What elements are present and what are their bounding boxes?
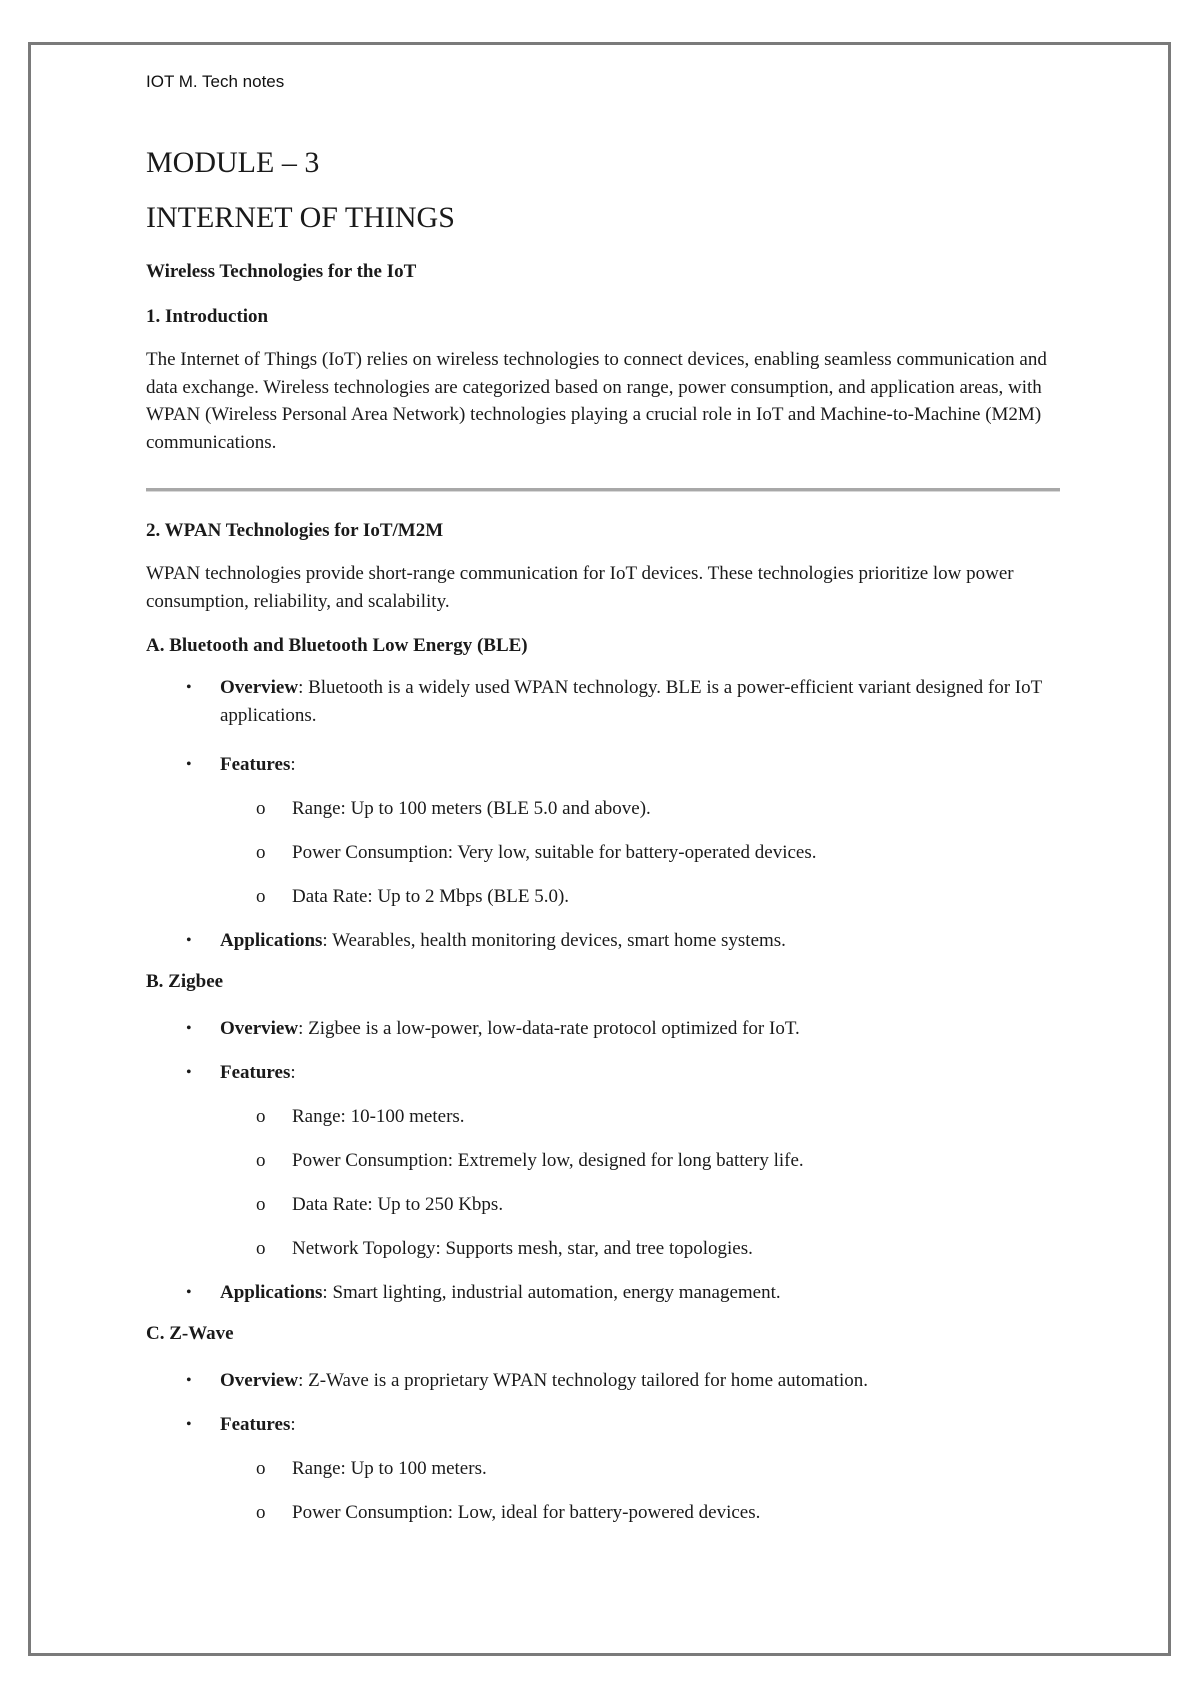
overview-text: : Bluetooth is a widely used WPAN technology. BLE is a power-efficient variant designed for IoT applications. <box>220 677 1042 726</box>
bullet-icon: • <box>186 679 192 696</box>
colon: : <box>290 1414 296 1435</box>
circle-bullet-icon: o <box>256 1502 266 1523</box>
bullet-icon: • <box>186 1064 192 1081</box>
page-header: IOT M. Tech notes <box>146 72 285 91</box>
bullet-icon: • <box>186 1284 192 1301</box>
feature-text: Power Consumption: Very low, suitable for battery-operated devices. <box>292 842 817 863</box>
horizontal-rule <box>146 488 1060 492</box>
feature-text: Power Consumption: Low, ideal for battery-powered devices. <box>292 1502 761 1523</box>
zwave-heading: C. Z-Wave <box>146 1323 234 1344</box>
wpan-heading: 2. WPAN Technologies for IoT/M2M <box>146 520 444 541</box>
applications-text: : Smart lighting, industrial automation, energy management. <box>322 1282 781 1303</box>
feature-text: Range: Up to 100 meters (BLE 5.0 and above). <box>292 798 651 819</box>
circle-bullet-icon: o <box>256 842 266 863</box>
main-title: INTERNET OF THINGS <box>146 201 455 234</box>
feature-text: Range: 10-100 meters. <box>292 1106 465 1127</box>
zigbee-heading: B. Zigbee <box>146 971 224 992</box>
applications-text: : Wearables, health monitoring devices, smart home systems. <box>322 930 786 951</box>
circle-bullet-icon: o <box>256 1458 266 1479</box>
colon: : <box>290 1062 296 1083</box>
feature-text: Power Consumption: Extremely low, designed for long battery life. <box>292 1150 804 1171</box>
wpan-paragraph: WPAN technologies provide short-range communication for IoT devices. These technologies prioritize low power consumption, reliability, and scalability. <box>146 563 1014 612</box>
bullet-icon: • <box>186 1372 192 1389</box>
overview-text: : Z-Wave is a proprietary WPAN technology tailored for home automation. <box>298 1370 868 1391</box>
feature-text: Data Rate: Up to 2 Mbps (BLE 5.0). <box>292 886 570 907</box>
intro-paragraph: The Internet of Things (IoT) relies on wireless technologies to connect devices, enabling seamless communication and data exchange. Wireless technologies are categorized based on range, power consumption, and application areas, with WPAN (Wireless Personal Area Network) technologies playing a crucial role in IoT and Machine-to-Machine (M2M) communications. <box>146 349 1047 453</box>
feature-text: Range: Up to 100 meters. <box>292 1458 487 1479</box>
overview-text: : Zigbee is a low-power, low-data-rate protocol optimized for IoT. <box>298 1018 800 1039</box>
module-title: MODULE – 3 <box>146 146 320 179</box>
applications-label: Applications <box>220 1282 323 1303</box>
feature-text: Network Topology: Supports mesh, star, and tree topologies. <box>292 1238 753 1259</box>
bullet-icon: • <box>186 1416 192 1433</box>
circle-bullet-icon: o <box>256 886 266 907</box>
document-subtitle: Wireless Technologies for the IoT <box>146 261 417 282</box>
colon: : <box>290 754 296 775</box>
bluetooth-heading: A. Bluetooth and Bluetooth Low Energy (BLE) <box>146 635 528 656</box>
circle-bullet-icon: o <box>256 1106 266 1127</box>
features-label: Features <box>220 1414 291 1435</box>
feature-text: Data Rate: Up to 250 Kbps. <box>292 1194 504 1215</box>
features-label: Features <box>220 1062 291 1083</box>
circle-bullet-icon: o <box>256 798 266 819</box>
bullet-icon: • <box>186 932 192 949</box>
intro-heading: 1. Introduction <box>146 306 269 327</box>
bullet-icon: • <box>186 1020 192 1037</box>
circle-bullet-icon: o <box>256 1150 266 1171</box>
overview-label: Overview <box>220 677 299 698</box>
overview-label: Overview <box>220 1370 299 1391</box>
circle-bullet-icon: o <box>256 1194 266 1215</box>
applications-label: Applications <box>220 930 323 951</box>
circle-bullet-icon: o <box>256 1238 266 1259</box>
bullet-icon: • <box>186 756 192 773</box>
overview-label: Overview <box>220 1018 299 1039</box>
features-label: Features <box>220 754 291 775</box>
